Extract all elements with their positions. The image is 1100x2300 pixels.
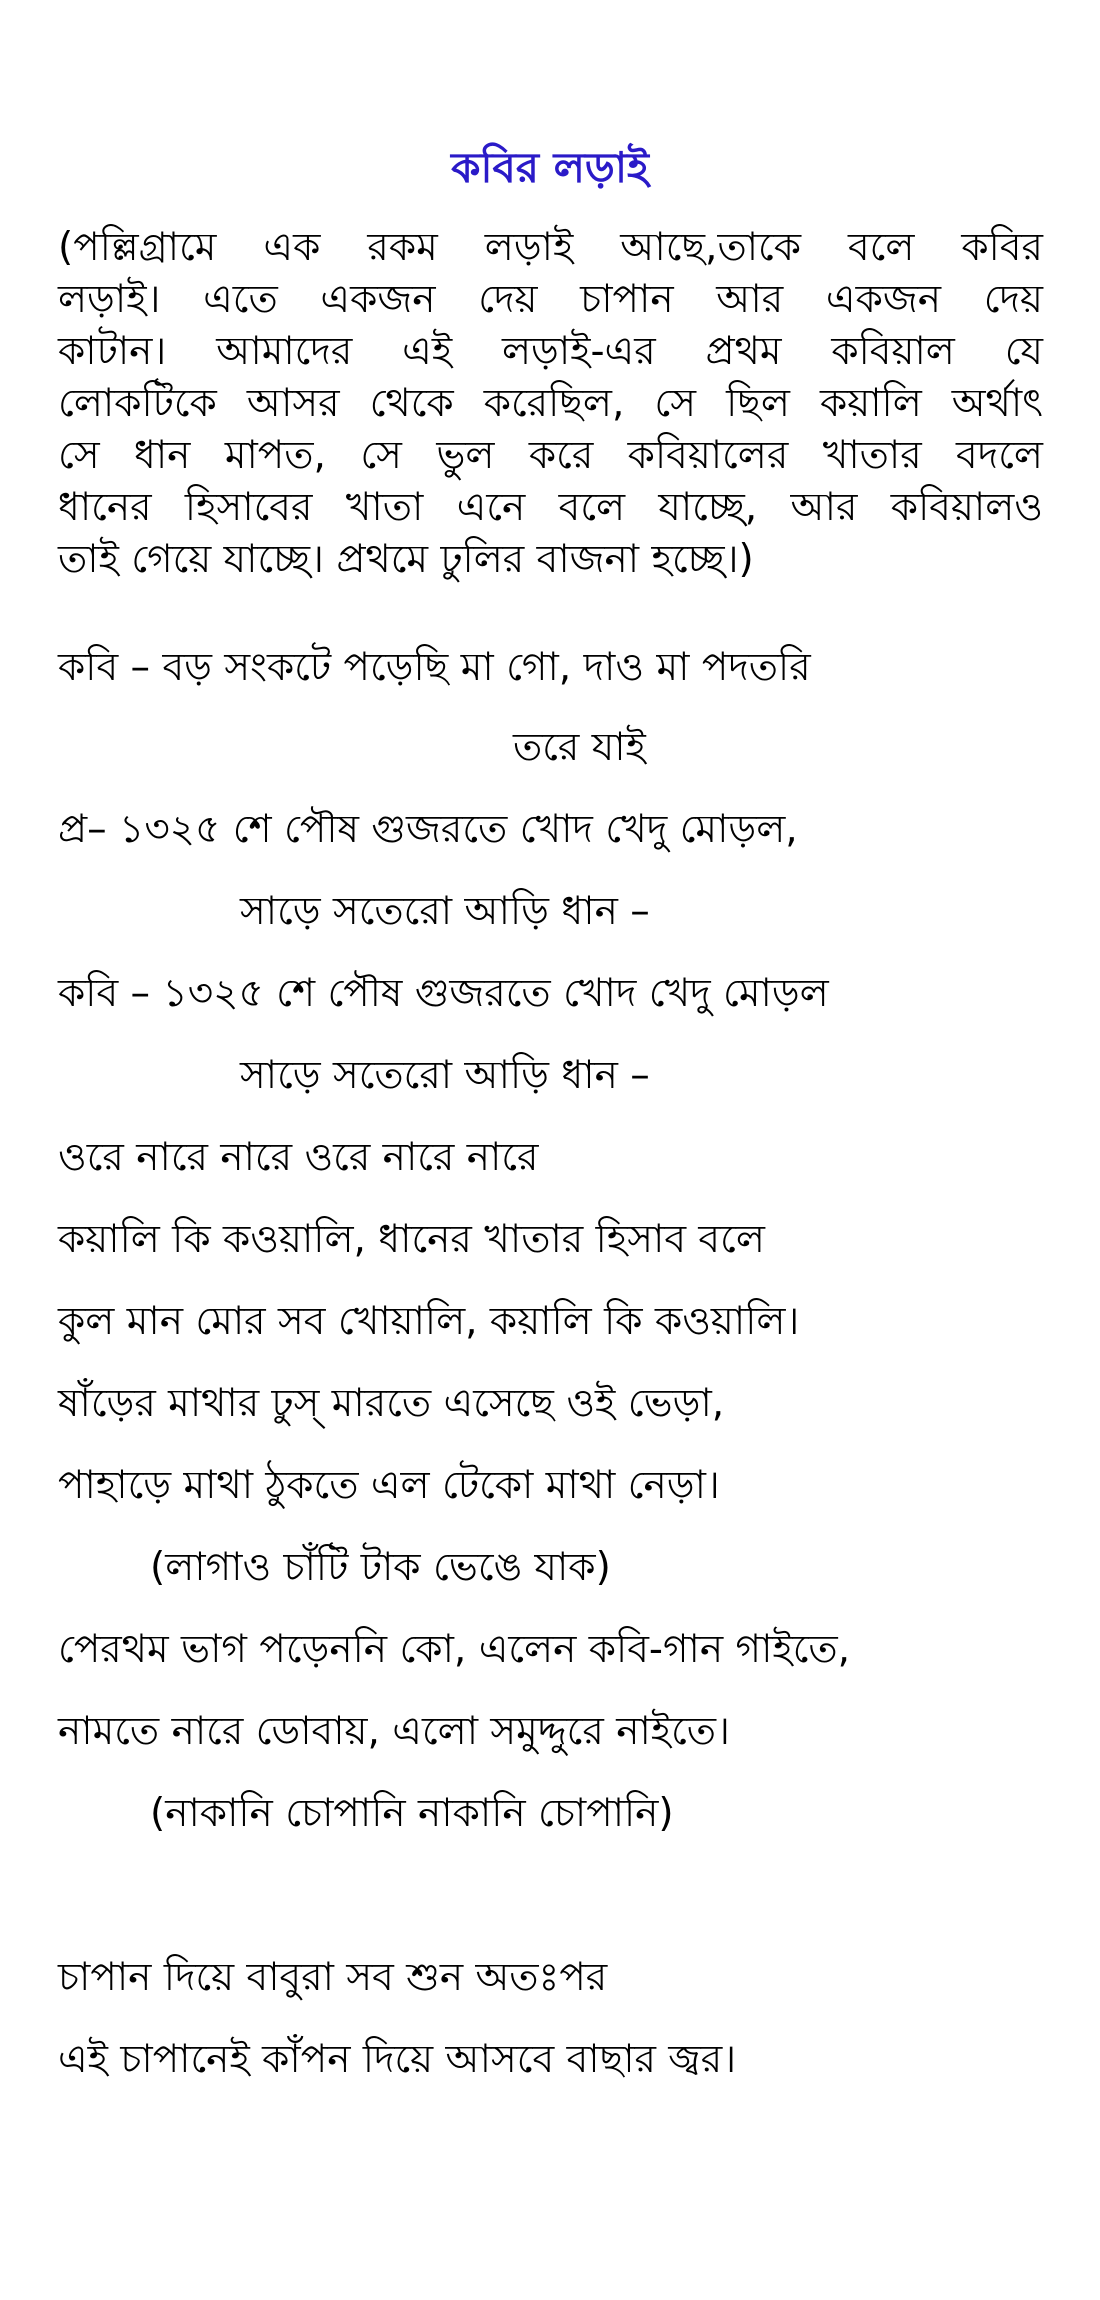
verse-line: পেরথম ভাগ পড়েননি কো, এলেন কবি-গান গাইতে, [58, 1627, 851, 1672]
intro-line: লড়াই। এতে একজন দেয় চাপান আর একজন দেয় [58, 277, 1043, 322]
verse-line: সাড়ে সতেরো আড়ি ধান – [240, 1053, 650, 1098]
verse-line: নামতে নারে ডোবায়, এলো সমুদ্দুরে নাইতে। [58, 1709, 730, 1754]
verse-line: ওরে নারে নারে ওরে নারে নারে [58, 1135, 539, 1180]
verse-line: এই চাপানেই কাঁপন দিয়ে আসবে বাছার জ্বর। [58, 2037, 737, 2082]
verse-line: পাহাড়ে মাথা ঠুকতে এল টেকো মাথা নেড়া। [58, 1463, 720, 1508]
verse-line: ষাঁড়ের মাথার ঢুস্ মারতে এসেছে ওই ভেড়া, [58, 1381, 725, 1426]
intro-line: কাটান। আমাদের এই লড়াই-এর প্রথম কবিয়াল যে [58, 329, 1043, 374]
verse-line: চাপান দিয়ে বাবুরা সব শুন অতঃপর [58, 1955, 608, 2000]
intro-line: তাই গেয়ে যাচ্ছে। প্রথমে ঢুলির বাজনা হচ্ছে।) [58, 537, 754, 582]
verse-line: কয়ালি কি কওয়ালি, ধানের খাতার হিসাব বলে [58, 1217, 765, 1262]
intro-paragraph [58, 222, 1043, 586]
verse-line: কুল মান মোর সব খোয়ালি, কয়ালি কি কওয়ালি। [58, 1299, 800, 1344]
verse-line: সাড়ে সতেরো আড়ি ধান – [240, 889, 650, 934]
verse-line: তরে যাই [513, 725, 646, 770]
verse-line: কবি – ১৩২৫ শে পৌষ গুজরতে খোদ খেদু মোড়ল [58, 971, 829, 1016]
intro-line: ধানের হিসাবের খাতা এনে বলে যাচ্ছে, আর কবিয়ালও [58, 485, 1043, 530]
intro-line: (পল্লিগ্রামে এক রকম লড়াই আছে,তাকে বলে কবির [58, 225, 1043, 270]
verse-line: (নাকানি চোপানি নাকানি চোপানি) [150, 1791, 674, 1836]
intro-line: লোকটিকে আসর থেকে করেছিল, সে ছিল কয়ালি অর্থাৎ [58, 381, 1043, 426]
intro-line: সে ধান মাপত, সে ভুল করে কবিয়ালের খাতার বদলে [58, 433, 1043, 478]
verse-line: কবি – বড় সংকটে পড়েছি মা গো, দাও মা পদতরি [58, 645, 811, 690]
verse-line: (লাগাও চাঁটি টাক ভেঙে যাক) [150, 1545, 611, 1590]
verse-line: প্র– ১৩২৫ শে পৌষ গুজরতে খোদ খেদু মোড়ল, [58, 807, 798, 852]
page-title: কবির লড়াই [451, 143, 649, 192]
